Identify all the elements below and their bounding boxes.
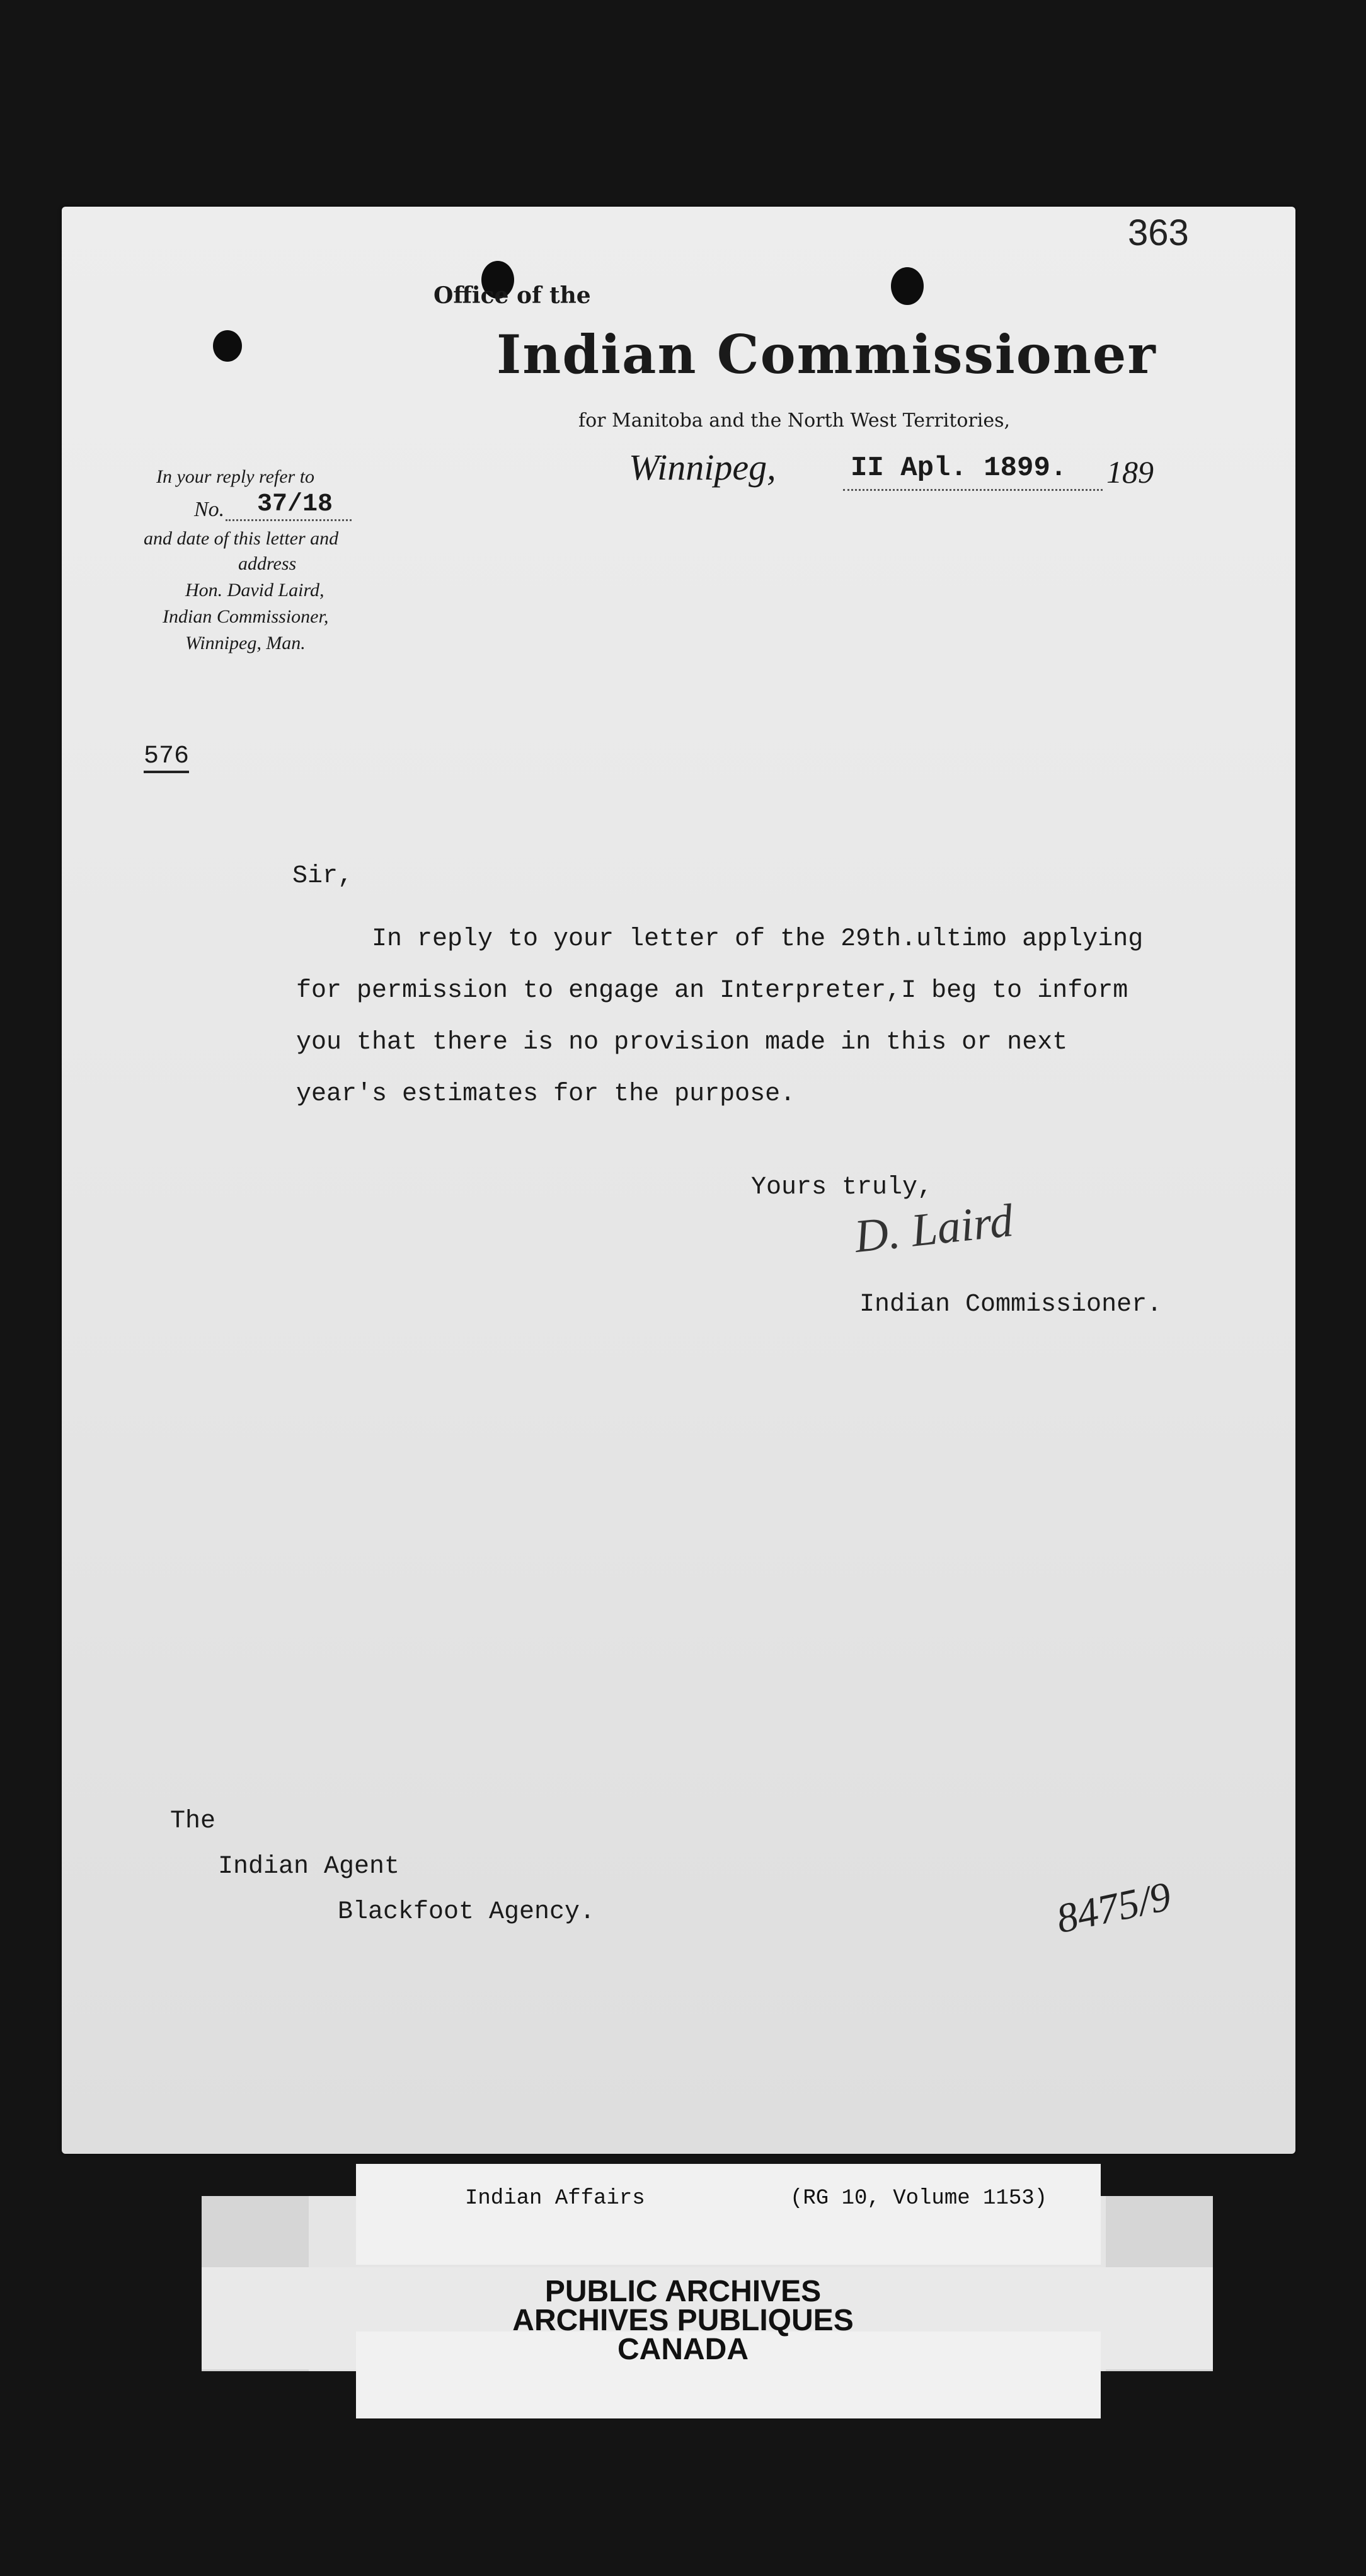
- punch-hole: [213, 330, 242, 362]
- archive-stamp-line: ARCHIVES PUBLIQUES: [512, 2304, 854, 2337]
- reply-instruction: In your reply refer to: [156, 466, 315, 487]
- letter-page: [62, 207, 1295, 2154]
- letterhead-title: Indian Commissioner: [496, 323, 1157, 386]
- closing: Yours truly,: [751, 1173, 933, 1202]
- archive-reference: (RG 10, Volume 1153): [790, 2187, 1048, 2211]
- archive-stamp-line: CANADA: [617, 2333, 749, 2366]
- addressee-line: The: [170, 1807, 216, 1836]
- addressee-line: Indian Agent: [218, 1853, 400, 1881]
- reply-address-title: Indian Commissioner,: [163, 606, 329, 627]
- page-number: 363: [1128, 212, 1189, 253]
- reply-reference-number: 37/18: [257, 490, 333, 519]
- handwritten-file-code: 8475/9: [1052, 1873, 1175, 1943]
- letterhead-subtitle: for Manitoba and the North West Territories,: [578, 410, 1011, 432]
- archive-label-strip: [356, 2164, 1101, 2265]
- punch-hole: [891, 267, 924, 305]
- reply-address-city: Winnipeg, Man.: [185, 633, 306, 653]
- letterhead-office-line: Office of the: [433, 282, 591, 309]
- body-line: for permission to engage an Interpreter,I beg to inform: [296, 977, 1128, 1005]
- letter-date: II Apl. 1899.: [851, 452, 1067, 484]
- signatory-title: Indian Commissioner.: [859, 1291, 1162, 1319]
- reply-date-note: and date of this letter and: [144, 528, 339, 549]
- file-number: 576: [144, 742, 189, 773]
- date-dotted-line: [843, 489, 1103, 491]
- reference-dotted-line: [226, 519, 352, 521]
- letterhead-year: 189: [1106, 454, 1154, 490]
- letterhead-place: Winnipeg,: [629, 447, 776, 488]
- salutation: Sir,: [292, 862, 353, 890]
- body-line: In reply to your letter of the 29th.ultimo applying: [372, 925, 1144, 953]
- reply-no-label: No.: [194, 498, 225, 521]
- signature: D. Laird: [852, 1195, 1016, 1263]
- body-line: year's estimates for the purpose.: [296, 1080, 796, 1108]
- archive-stamp-line: PUBLIC ARCHIVES: [544, 2275, 822, 2308]
- reply-address-label: address: [238, 553, 297, 574]
- archive-series: Indian Affairs: [465, 2187, 645, 2211]
- addressee-line: Blackfoot Agency.: [338, 1898, 595, 1926]
- reply-address-name: Hon. David Laird,: [185, 580, 324, 601]
- body-line: you that there is no provision made in this or next: [296, 1028, 1068, 1057]
